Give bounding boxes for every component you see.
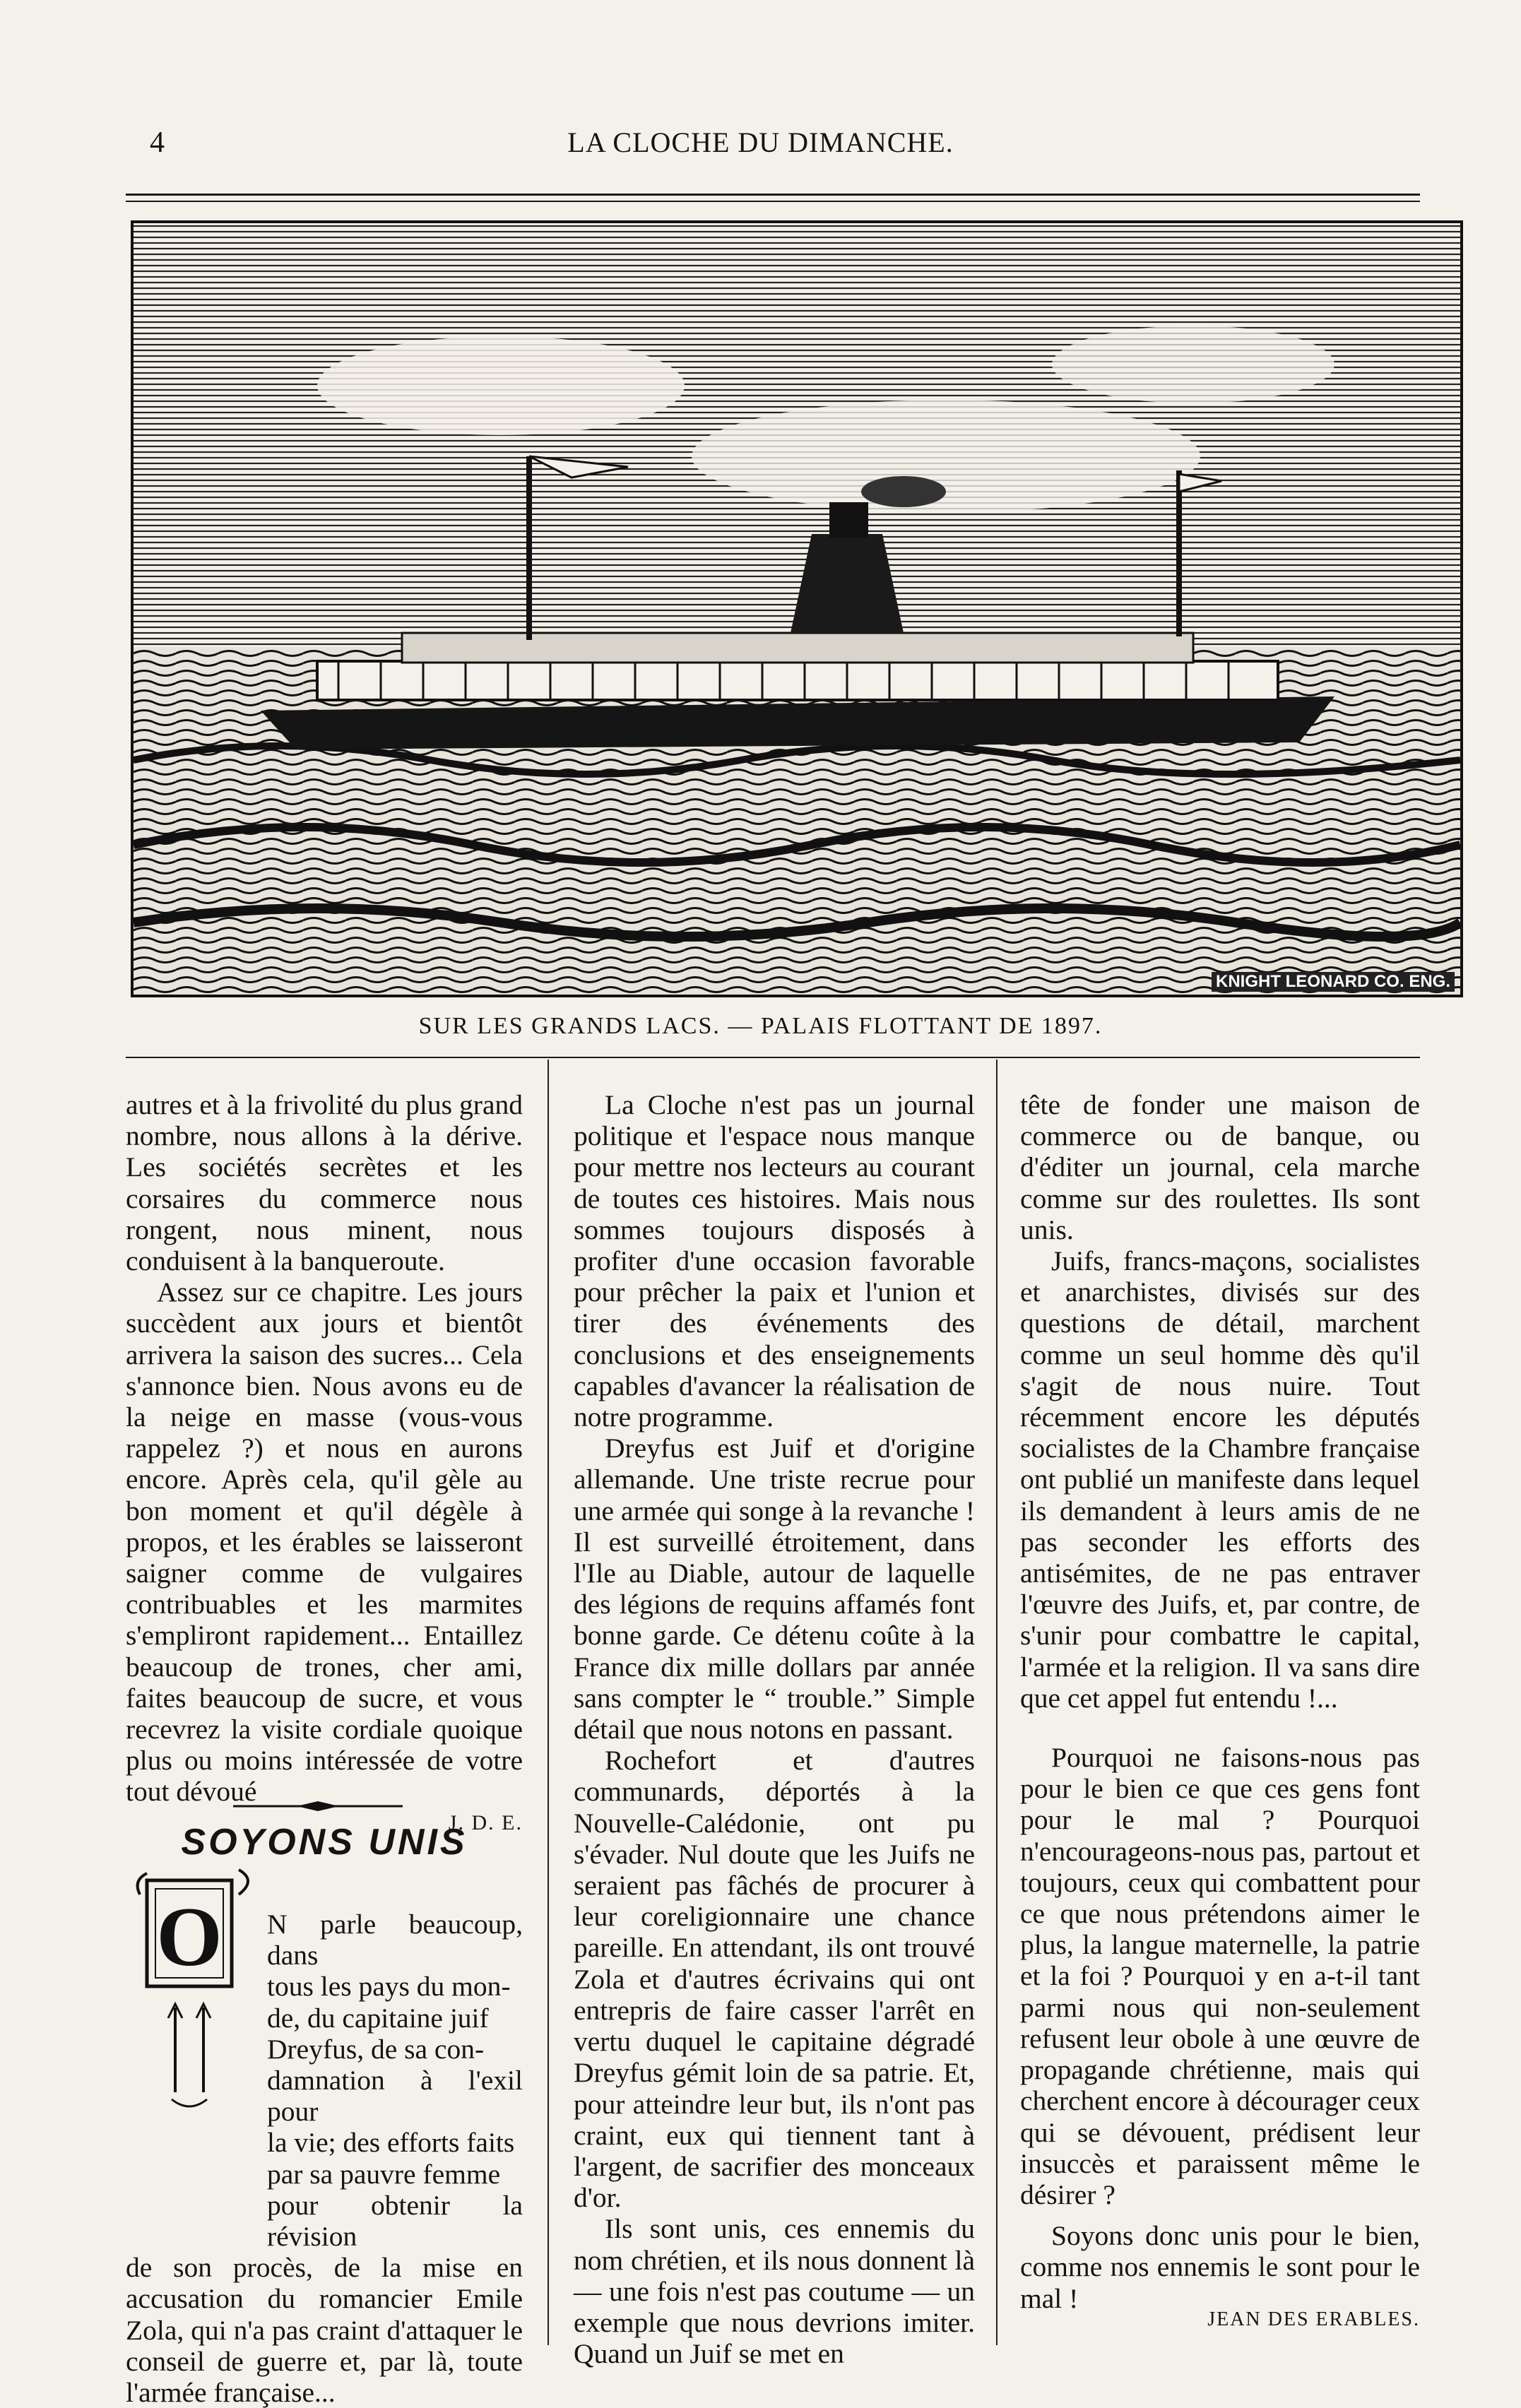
steamship-engraving: [131, 220, 1463, 997]
steamship-illustration: [134, 223, 1460, 995]
col2-paragraph: Rochefort et d'autres communards, déportés à la Nouvelle-Calédonie, ont pu s'évader. Nul doute que les Juifs ne seraient pas fâchés de procurer à leur coreligionnaire une chance pareille. En attendant, ils ont trouvé Zola et d'autres écrivains qui ont entrepris de faire casser l'arrêt en vertu duquel le capitaine dégradé Dreyfus gémit loin de sa patrie. Et, pour atteindre leur but, ils n'ont pas craint, eux qui tiennent tant à l'argent, de sacrifier des monceaux d'or.: [574, 1745, 975, 2214]
page-number: 4: [150, 126, 165, 159]
section-line: Dreyfus, de sa con-: [267, 2033, 485, 2065]
section-rest: de son procès, de la mise en accusation du romancier Emile Zola, qui n'a pas craint d'attaquer le conseil de guerre et, par là, toute l'armée française...: [126, 2252, 523, 2408]
col2-paragraph: La Cloche n'est pas un journal politique et l'espace nous manque pour mettre nos lecteurs au courant de toutes ces histoires. Mais nous sommes toujours disposés à profiter d'une occasion favorable pour prêcher la paix et l'union et tirer des événements des conclusions et des enseignements capables d'avancer la réalisation de notre programme.: [574, 1089, 975, 1433]
section-line: par sa pauvre femme: [267, 2158, 501, 2190]
col3-paragraph: Juifs, francs-maçons, socialistes et anarchistes, divisés sur des questions de détail, marchent comme un seul homme dès qu'il s'agit de nous nuire. Tout récemment encore les députés socialistes de la Chambre française ont publié un manifeste dans lequel ils demandent à leurs amis de ne pas seconder les efforts des antisémites, de ne pas entraver l'œuvre des Juifs, et, par contre, de s'unir pour combattre le capital, l'armée et la religion. Il va sans dire que cet appel fut entendu !...: [1020, 1245, 1420, 1714]
col1-signature: J. D. E.: [448, 1810, 523, 1834]
col2-paragraph: Dreyfus est Juif et d'origine allemande. Une triste recrue pour une armée qui songe à la revanche ! Il est surveillé étroitement, dans l'Ile au Diable, autour de laquelle des légions de requins affamés font bonne garde. Ce détenu coûte à la France dix mille dollars par année sans compter le “ trouble.” Simple détail que nous notons en passant.: [574, 1433, 975, 1745]
col3-signature: JEAN DES ERABLES.: [1207, 2308, 1420, 2330]
column-divider-2: [996, 1060, 998, 2345]
section-line: tous les pays du mon-: [267, 1971, 511, 2003]
col3-paragraph: tête de fonder une maison de commerce ou de banque, ou d'éditer un journal, cela marche comme sur des roulettes. Ils sont unis.: [1020, 1089, 1420, 1245]
col1-paragraph: autres et à la frivolité du plus grand nombre, nous allons à la dérive. Les sociétés secrètes et les corsaires du commerce nous rongent, nous minent, nous conduisent à la banqueroute.: [126, 1089, 523, 1277]
dropcap-letter: O: [156, 1890, 223, 1983]
column-divider-1: [548, 1060, 549, 2345]
column-1: [126, 1089, 523, 1839]
ornament-rule: [233, 1801, 403, 1811]
section-line: N parle beaucoup, dans: [267, 1909, 523, 1971]
section-line: damnation à l'exil pour: [267, 2065, 523, 2128]
header-rule: [126, 194, 1420, 196]
section-line: de, du capitaine juif: [267, 2002, 489, 2034]
col2-paragraph: Ils sont unis, ces ennemis du nom chrétien, et ils nous donnent là — une fois n'est pas coutume — un exemple que nous devrions imiter. Quand un Juif se met en: [574, 2213, 975, 2370]
column-2: [574, 1089, 975, 2369]
section-line: pour obtenir la révision: [267, 2189, 523, 2253]
section-heading: SOYONS UNIS: [181, 1822, 468, 1863]
section-line: la vie; des efforts faits: [267, 2127, 515, 2159]
running-head: LA CLOCHE DU DIMANCHE.: [567, 126, 954, 158]
col3-paragraph: Pourquoi ne faisons-nous pas pour le bien ce que ces gens font pour le mal ? Pourquoi n'encourageons-nous pas, partout et toujours, ceux qui combattent pour ce que nous prétendons aimer le plus, la langue maternelle, la patrie et la foi ? Pourquoi y en a-t-il tant parmi nous qui non-seulement refusent leur obole à une œuvre de propagande chrétienne, mais qui cherchent encore à décourager ceux qui se dévouent, prédisent leur insuccès et paraissent même le désirer ?: [1020, 1742, 1420, 2210]
section-body: [126, 1909, 523, 2408]
header-rule-thin: [126, 201, 1420, 202]
col1-paragraph: Assez sur ce chapitre. Les jours succèdent aux jours et bientôt arrivera la saison des sucres... Cela s'annonce bien. Nous avons eu de la neige en masse (vous-vous rappelez ?) et nous en aurons encore. Après cela, qu'il gèle au bon moment et qu'il dégèle à propos, et les érables se laisseront saigner comme de vulgaires contribuables et les marmites s'empliront rapidement... Entaillez beaucoup de trones, cher ami, faites beaucoup de sucre, et vous recevrez la visite cordiale quoique plus ou moins intéressée de votre tout dévoué: [126, 1276, 523, 1808]
illustration-caption: SUR LES GRANDS LACS. — PALAIS FLOTTANT DE 1897.: [418, 1013, 1103, 1039]
column-3: [1020, 1089, 1420, 2314]
caption-rule: [126, 1057, 1420, 1058]
col3-paragraph: Soyons donc unis pour le bien, comme nos ennemis le sont pour le mal !: [1020, 2220, 1420, 2314]
engraver-signature: KNIGHT LEONARD CO. ENG.: [1212, 972, 1455, 992]
